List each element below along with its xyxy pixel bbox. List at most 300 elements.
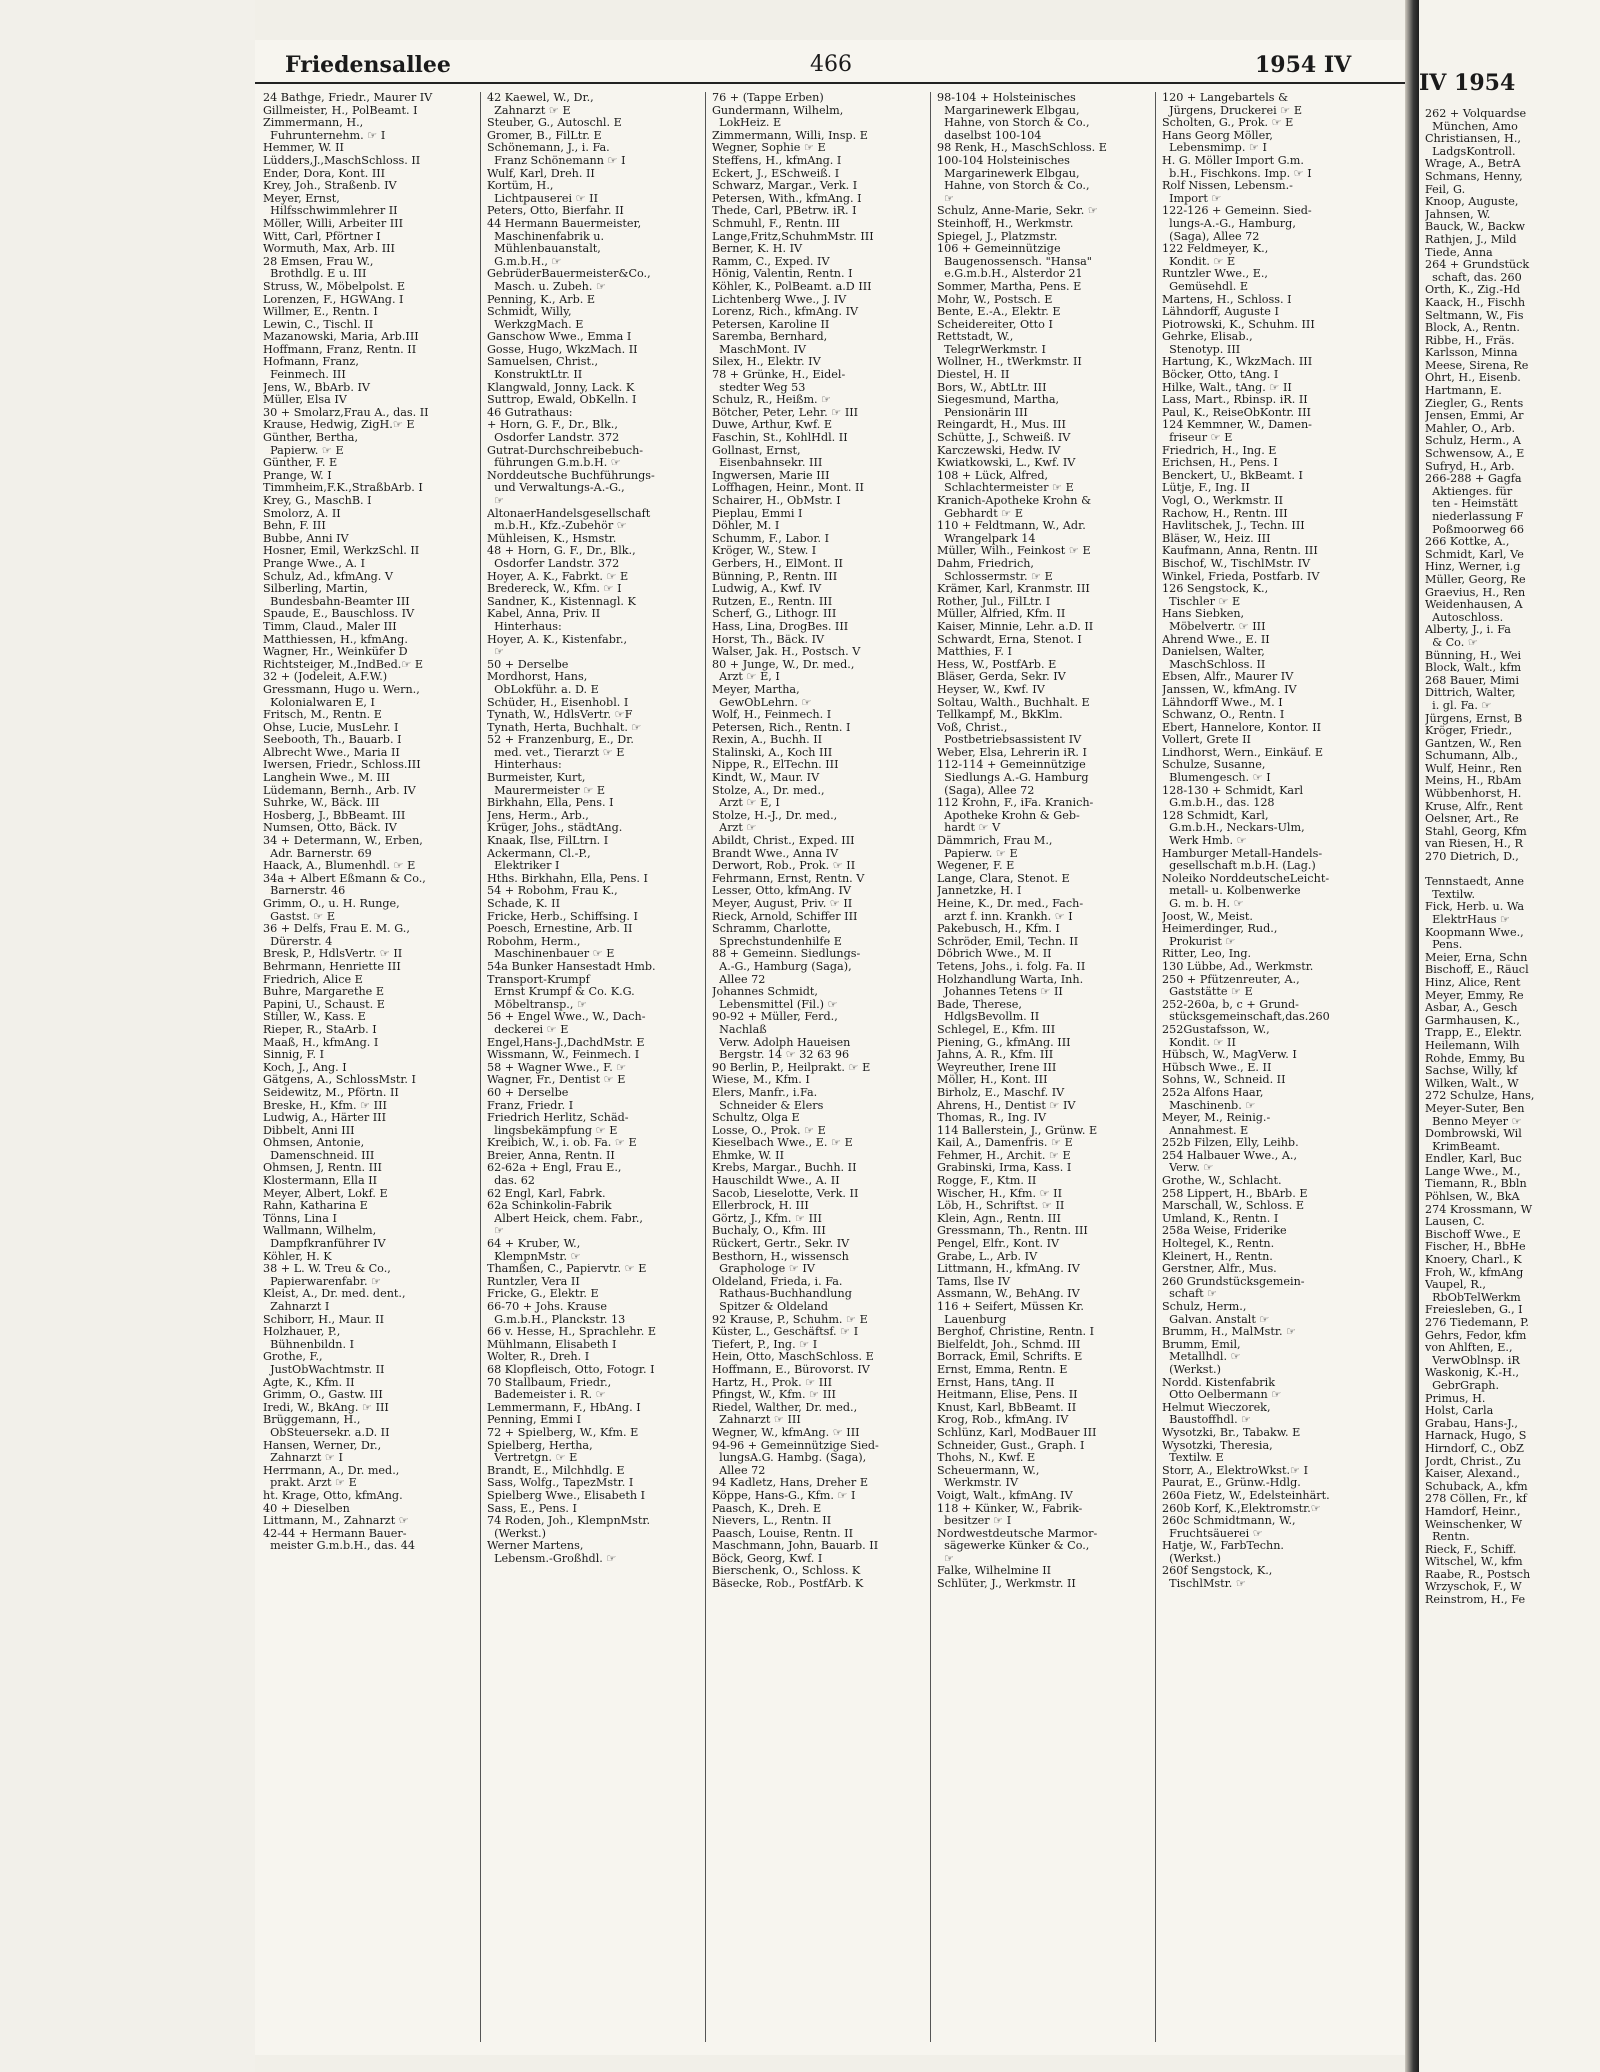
directory-entry-line: metall- u. Kolbenwerke <box>1162 884 1301 898</box>
directory-entry-line: Transport-Krumpf <box>487 972 590 986</box>
directory-entry-line: Fuhrunternehm. ☞ I <box>263 128 386 142</box>
directory-entry-line: Kleinert, H., Rentn. <box>1162 1249 1273 1263</box>
directory-entry-line: Garmhausen, K., <box>1425 1013 1520 1027</box>
directory-entry-line: LadgsKontroll. <box>1425 144 1516 158</box>
directory-entry-line: Tynath, W., HdlsVertr. ☞F <box>487 708 633 722</box>
directory-entry-line: Dämmrich, Frau M., <box>937 834 1053 848</box>
directory-entry-line: Heyser, W., Kwf. IV <box>937 682 1045 696</box>
directory-entry-line: Brüggemann, H., <box>263 1413 361 1427</box>
directory-entry-line: Soltau, Walth., Buchhalt. E <box>937 695 1090 709</box>
directory-entry-line: Grothe, W., Schlacht. <box>1162 1174 1282 1188</box>
directory-entry-line: Penning, Emmi I <box>487 1413 582 1427</box>
directory-entry-line: Rutzen, E., Rentn. III <box>712 594 833 608</box>
directory-entry-line: Galvan. Anstalt ☞ <box>1162 1312 1270 1326</box>
directory-entry-line: Eckert, J., ESchweiß. I <box>712 166 840 180</box>
directory-entry-line: Scholten, G., Prok. ☞ E <box>1162 116 1294 130</box>
directory-entry-line: Pöhlsen, W., BkA <box>1425 1190 1520 1204</box>
directory-entry-line: Zimmermann, Willi, Insp. E <box>712 128 868 142</box>
directory-entry-line: Kruse, Alfr., Rent <box>1425 799 1523 813</box>
directory-entry-line: 62-62a + Engl, Frau E., <box>487 1161 622 1175</box>
directory-entry-line: Werkmstr. IV <box>937 1476 1019 1490</box>
directory-entry-line: Lemmermann, F., HbAng. I <box>487 1400 641 1414</box>
directory-entry-line: 122-126 + Gemeinn. Sied- <box>1162 204 1312 218</box>
directory-entry-line: Krüger, Johs., städtAng. <box>487 821 623 835</box>
directory-entry-line: Ziegler, G., Rents <box>1425 396 1524 410</box>
directory-entry-line: Kondit. ☞ E <box>1162 254 1236 268</box>
directory-entry-line: ☞ <box>937 1551 955 1565</box>
directory-entry-line: gesellschaft m.b.H. (Lag.) <box>1162 859 1316 873</box>
directory-entry-line: Schmuhl, F., Rentn. III <box>712 216 840 230</box>
directory-entry-line: Buchaly, O., Kfm. III <box>712 1224 826 1238</box>
directory-entry-line: Kondit. ☞ II <box>1162 1035 1236 1049</box>
directory-entry-line: 88 + Gemeinn. Siedlungs- <box>712 947 861 961</box>
directory-entry-line: Assmann, W., BehAng. IV <box>937 1287 1080 1301</box>
directory-entry-line: Gosse, Hugo, WkzMach. II <box>487 342 638 356</box>
directory-entry-line: Jensen, Emmi, Ar <box>1425 409 1524 423</box>
directory-entry-line: besitzer ☞ I <box>937 1514 1012 1528</box>
directory-entry-line: Rettstadt, W., <box>937 330 1014 344</box>
directory-entry-line: Bademeister i. R. ☞ <box>487 1388 606 1402</box>
directory-entry-line: 258 Lippert, H., BbArb. E <box>1162 1186 1308 1200</box>
directory-entry-line: Schlossermstr. ☞ E <box>937 569 1053 583</box>
directory-entry-line: G.m.b.H., Neckars-Ulm, <box>1162 821 1305 835</box>
directory-entry-line: Wulf, Karl, Dreh. II <box>487 166 595 180</box>
right-year-header: IV 1954 <box>1419 70 1516 96</box>
directory-entry-line: Fick, Herb. u. Wa <box>1425 900 1525 914</box>
directory-entry-line: Buhre, Margarethe E <box>263 985 385 999</box>
directory-entry-line: Steuber, G., Autoschl. E <box>487 116 622 130</box>
directory-entry-line: Ludwig, A., Härter III <box>263 1111 387 1125</box>
directory-entry-line: Asbar, A., Gesch <box>1425 1001 1518 1015</box>
directory-entry-line: Hahne, von Storch & Co., <box>937 116 1090 130</box>
directory-entry-line: Seidewitz, M., Pförtn. II <box>263 1085 399 1099</box>
directory-entry-line: Ellerbrock, H. III <box>712 1199 809 1213</box>
directory-entry-line: Annahmest. E <box>1162 1123 1249 1137</box>
directory-entry-line: Rathjen, J., Mild <box>1425 232 1517 246</box>
directory-entry-line: Krey, G., MaschB. I <box>263 494 372 507</box>
directory-entry-line: 90 Berlin, P., Heilprakt. ☞ E <box>712 1060 871 1074</box>
directory-entry-line: Wagner, Fr., Dentist ☞ E <box>487 1073 626 1087</box>
directory-entry-line: Noleiko NorddeutscheLeicht- <box>1162 871 1330 885</box>
directory-entry-line: Lebensmittel (Fil.) ☞ <box>712 997 838 1011</box>
directory-entry-line: Döbrich Wwe., M. II <box>937 947 1052 961</box>
directory-entry-line: Berner, K. H. IV <box>712 242 803 256</box>
directory-entry-line: Schumm, F., Labor. I <box>712 531 830 545</box>
directory-entry-line: Janssen, W., kfmAng. IV <box>1162 682 1297 696</box>
directory-entry-line: 98-104 + Holsteinisches <box>937 92 1076 104</box>
directory-entry-line: Weinschenker, W <box>1425 1517 1523 1531</box>
right-column <box>1425 108 1600 2058</box>
directory-entry-line: Abildt, Christ., Exped. III <box>712 834 855 848</box>
directory-entry-line: Tams, Ilse IV <box>937 1274 1011 1288</box>
directory-entry-line: Löb, H., Schriftst. ☞ II <box>937 1199 1065 1213</box>
directory-entry-line: Gundermann, Wilhelm, <box>712 103 844 117</box>
directory-entry-line: Hübsch, W., MagVerw. I <box>1162 1048 1297 1062</box>
directory-entry-line: Papierwarenfabr. ☞ <box>263 1274 382 1288</box>
directory-entry-line: Bente, E.-A., Elektr. E <box>937 305 1061 319</box>
directory-entry-line: Hths. Birkhahn, Ella, Pens. I <box>487 871 648 885</box>
directory-entry-line: Storr, A., ElektroWkst.☞ I <box>1162 1463 1309 1477</box>
directory-entry-line: Nachlaß <box>712 1022 767 1036</box>
directory-entry-line: Dibbelt, Anni III <box>263 1123 355 1137</box>
directory-entry-line: Schmidt, Willy, <box>487 305 572 319</box>
directory-entry-line: Import ☞ <box>1162 191 1222 205</box>
directory-entry-line: Block, A., Rentn. <box>1425 321 1520 335</box>
directory-entry-line: Nordd. Kistenfabrik <box>1162 1375 1275 1389</box>
page-number: 466 <box>810 52 852 77</box>
directory-entry-line: Oelsner, Art., Re <box>1425 812 1519 826</box>
directory-entry-line: Köhler, K., PolBeamt. a.D III <box>712 279 872 293</box>
directory-entry-line: Hoffmann, E., Bürovorst. IV <box>712 1362 870 1376</box>
directory-entry-line: Ritter, Leo, Ing. <box>1162 947 1252 961</box>
directory-entry-line: Bierschenk, O., Schloss. K <box>712 1564 861 1578</box>
directory-entry-line: Breske, H., Kfm. ☞ III <box>263 1098 387 1112</box>
directory-entry-line: Schwardt, Erna, Stenot. I <box>937 632 1082 646</box>
directory-entry-line: Bundesbahn-Beamter III <box>263 594 410 608</box>
directory-entry-line: Damenschneid. III <box>263 1148 375 1162</box>
directory-entry-line: Feinmech. III <box>263 368 346 382</box>
directory-entry-line: KlempnMstr. ☞ <box>487 1249 581 1263</box>
directory-entry-line: Hofmann, Franz, <box>263 355 359 369</box>
directory-entry-line: 118 + Künker, W., Fabrik- <box>937 1501 1083 1515</box>
directory-entry-line: 66-70 + Johs. Krause <box>487 1300 607 1313</box>
directory-entry-line: Duwe, Arthur, Kwf. E <box>712 418 833 432</box>
directory-entry-line: Fritsch, M., Rentn. E <box>263 708 382 722</box>
directory-entry-line: VerwOblnsp. iR <box>1425 1353 1520 1367</box>
directory-entry-line: Kabel, Anna, Priv. II <box>487 607 601 621</box>
directory-entry-line: Mahler, O., Arb. <box>1425 421 1516 435</box>
column-divider <box>480 92 481 2042</box>
directory-entry-line: Besthorn, H., wissensch <box>712 1249 849 1263</box>
directory-entry-line: Lausen, C. <box>1425 1215 1485 1229</box>
directory-entry-line: Möller, H., Kont. III <box>937 1073 1048 1087</box>
directory-entry-line: Albert Heick, chem. Fabr., <box>487 1211 643 1225</box>
directory-entry-line: Karczewski, Hedw. IV <box>937 443 1061 457</box>
directory-entry-line: Knoop, Auguste, <box>1425 195 1519 209</box>
directory-entry-line: 260c Schmidtmann, W., <box>1162 1514 1296 1528</box>
directory-entry-line: lingsbekämpfung ☞ E <box>487 1123 618 1137</box>
directory-entry-line: Vaupel, R., <box>1425 1278 1486 1292</box>
directory-entry-line: Lebensm.-Großhdl. ☞ <box>487 1551 617 1565</box>
directory-entry-line: Paasch, K., Dreh. E <box>712 1501 822 1515</box>
directory-entry-line: Elers, Manfr., i.Fa. <box>712 1085 818 1099</box>
directory-entry-line: Hauschildt Wwe., A. II <box>712 1174 840 1188</box>
directory-entry-line: Norddeutsche Buchführungs- <box>487 468 655 482</box>
directory-entry-line: Krebs, Margar., Buchh. II <box>712 1161 857 1175</box>
left-margin <box>0 0 255 2072</box>
directory-entry-line: + Horn, G. F., Dr., Blk., <box>487 418 618 432</box>
directory-entry-line: Gemüsehdl. E <box>1162 279 1249 293</box>
directory-entry-line: Iwersen, Friedr., Schloss.III <box>263 758 421 772</box>
column-4 <box>937 92 1151 2042</box>
directory-entry-line: hardt ☞ V <box>937 821 1001 835</box>
directory-entry-line: 266 Kottke, A., <box>1425 535 1510 549</box>
book-spine <box>1405 0 1419 2072</box>
directory-entry-line: Maurermeister ☞ E <box>487 783 606 797</box>
directory-entry-line: Maschmann, John, Bauarb. II <box>712 1539 879 1553</box>
directory-entry-line: Hans Georg Möller, <box>1162 128 1273 142</box>
directory-entry-line: Schlegel, E., Kfm. III <box>937 1022 1056 1036</box>
directory-entry-line: Nippe, R., ElTechn. III <box>712 758 839 772</box>
directory-entry-line: Wegner, Sophie ☞ E <box>712 141 826 155</box>
directory-entry-line: Tiefert, P., Ing. ☞ I <box>712 1337 818 1351</box>
directory-entry-line: Ahrens, H., Dentist ☞ IV <box>937 1098 1076 1112</box>
directory-entry-line: 32 + (Jodeleit, A.F.W.) <box>263 670 388 684</box>
directory-entry-line: Kröger, W., Stew. I <box>712 544 817 558</box>
directory-entry-line: Schairer, H., ObMstr. I <box>712 494 841 507</box>
directory-entry-line: Thomas, R., Ing. IV <box>937 1111 1047 1125</box>
directory-entry-line: Grothe, F., <box>263 1350 323 1364</box>
directory-entry-line: Müller, Georg, Re <box>1425 572 1526 586</box>
directory-entry-line: Bischoff, E., Räucl <box>1425 963 1529 977</box>
directory-entry-line: Vogl, O., Werkmstr. II <box>1162 494 1284 507</box>
directory-entry-line: Werk Hmb. ☞ <box>1162 834 1247 848</box>
directory-entry-line: Pens. <box>1425 938 1463 952</box>
directory-entry-line: Lange Wwe., M., <box>1425 1164 1521 1178</box>
directory-entry-line: Meyer, August, Priv. ☞ II <box>712 897 853 910</box>
directory-entry-line: Bergstr. 14 ☞ 32 63 96 <box>712 1048 850 1062</box>
directory-entry-line: Görtz, J., Kfm. ☞ III <box>712 1211 822 1225</box>
directory-entry-line: von Ahlften, E., <box>1425 1341 1513 1355</box>
directory-entry-line: Feil, G. <box>1425 182 1466 196</box>
directory-entry-line: 274 Krossmann, W <box>1425 1202 1533 1216</box>
directory-entry-line: Silberling, Martin, <box>263 582 368 596</box>
directory-entry-line: Joost, W., Meist. <box>1162 909 1253 923</box>
directory-entry-line: München, Amo <box>1425 119 1518 133</box>
directory-entry-line: Timm, Claud., Maler III <box>263 619 397 633</box>
directory-entry-line: Suhrke, W., Bäck. III <box>263 796 380 810</box>
directory-entry-line: Meyer, Emmy, Re <box>1425 988 1524 1002</box>
directory-entry-line: Schmans, Henny, <box>1425 169 1523 183</box>
directory-entry-line: GebrGraph. <box>1425 1378 1500 1392</box>
directory-entry-line: 50 + Derselbe <box>487 657 569 671</box>
directory-entry-line: Marschall, W., Schloss. E <box>1162 1199 1305 1213</box>
directory-entry-line: 126 Sengstock, K., <box>1162 582 1269 596</box>
directory-entry-line: Zahnarzt ☞ I <box>263 1451 343 1465</box>
directory-entry-line: Schulz, Anne-Marie, Sekr. ☞ <box>937 204 1098 218</box>
directory-entry-line: Mühlenbauanstalt, <box>487 242 601 256</box>
directory-entry-line: Hübsch Wwe., E. II <box>1162 1060 1272 1074</box>
column-2 <box>487 92 701 2042</box>
directory-entry-line: Schneider, Gust., Graph. I <box>937 1438 1085 1452</box>
directory-entry-line: Hinz, Werner, i.g <box>1425 560 1521 574</box>
directory-entry-line: Steinhoff, H., Werkmstr. <box>937 216 1074 230</box>
directory-entry-line: Kortüm, H., <box>487 179 554 193</box>
directory-entry-line: Gantzen, W., Ren <box>1425 736 1522 750</box>
directory-entry-line: 268 Bauer, Mimi <box>1425 673 1520 687</box>
directory-entry-line: Hosner, Emil, WerkzSchl. II <box>263 544 420 558</box>
directory-entry-line: 114 Ballerstein, J., Grünw. E <box>937 1123 1098 1137</box>
directory-entry-line: LokHeiz. E <box>712 116 782 130</box>
directory-entry-line: Verw. Adolph Haueisen <box>712 1035 851 1049</box>
directory-entry-line: Robohm, Herm., <box>487 934 581 948</box>
directory-entry-line: 92 Krause, P., Schuhm. ☞ E <box>712 1312 868 1326</box>
directory-entry-line: Matthiessen, H., kfmAng. <box>263 632 408 646</box>
directory-entry-line: Kolonialwaren E, I <box>263 695 375 709</box>
directory-entry-line: Wagner, Hr., Weinküfer D <box>263 645 408 659</box>
directory-entry-line: Weber, Elsa, Lehrerin iR. I <box>937 745 1087 759</box>
directory-entry-line: Sass, Wolfg., TapezMstr. I <box>487 1476 634 1490</box>
directory-entry-line: Maschinenfabrik u. <box>487 229 605 243</box>
directory-entry-line: Siedlungs A.-G. Hamburg <box>937 771 1089 785</box>
directory-entry-line: Rexin, A., Buchh. II <box>712 733 823 747</box>
directory-entry-line: Meins, H., RbAm <box>1425 774 1522 788</box>
directory-entry-line: Mühlmann, Elisabeth I <box>487 1337 617 1351</box>
directory-entry-line: Piotrowski, K., Schuhm. III <box>1162 317 1315 331</box>
directory-entry-line: Stolze, A., Dr. med., <box>712 783 825 797</box>
directory-entry-line: 128-130 + Schmidt, Karl <box>1162 783 1304 797</box>
directory-entry-line: 34a + Albert Eßmann & Co., <box>263 871 426 885</box>
directory-entry-line: Schwarz, Margar., Verk. I <box>712 179 858 193</box>
directory-entry-line: schaft ☞ <box>1162 1287 1218 1301</box>
directory-entry-line: 68 Klopfleisch, Otto, Fotogr. I <box>487 1362 655 1376</box>
directory-entry-line: Zimmermann, H., <box>263 116 364 130</box>
directory-entry-line: Köppe, Hans-G., Kfm. ☞ I <box>712 1488 856 1502</box>
directory-entry-line: Osdorfer Landstr. 372 <box>487 431 620 445</box>
directory-entry-line: Gressmann, Th., Rentn. III <box>937 1224 1088 1238</box>
directory-entry-line: Pengel, Elfr., Kont. IV <box>937 1237 1060 1251</box>
street-header: Friedensallee <box>285 52 451 78</box>
directory-entry-line: Masch. u. Zubeh. ☞ <box>487 279 606 293</box>
directory-entry-line: Schwanz, O., Rentn. I <box>1162 708 1285 722</box>
directory-entry-line: 74 Roden, Joh., KlempnMstr. <box>487 1514 651 1528</box>
directory-entry-line: Lewin, C., Tischl. II <box>263 317 374 331</box>
directory-entry-line: deckerei ☞ E <box>487 1022 569 1036</box>
directory-entry-line: Derwort, Rob., Prok. ☞ II <box>712 859 856 873</box>
directory-entry-line: Timmheim,F.K.,StraßbArb. I <box>263 481 423 495</box>
directory-entry-line: Pakebusch, H., Kfm. I <box>937 922 1060 936</box>
directory-entry-line: Wollner, H., tWerkmstr. II <box>937 355 1082 369</box>
directory-entry-line: Rieck, Arnold, Schiffer III <box>712 909 858 923</box>
directory-entry-line: 42-44 + Hermann Bauer- <box>263 1526 407 1540</box>
directory-entry-line: Rachow, H., Rentn. III <box>1162 506 1288 520</box>
directory-entry-line: Papierw. ☞ E <box>937 846 1018 860</box>
directory-entry-line: b.H., Fischkons. Imp. ☞ I <box>1162 166 1312 180</box>
directory-entry-line: Lüdders,J.,MaschSchloss. II <box>263 153 421 167</box>
directory-entry-line: TischlMstr. ☞ <box>1162 1577 1246 1591</box>
directory-entry-line: Gehrs, Fedor, kfm <box>1425 1328 1527 1342</box>
directory-entry-line: Otto Oelbermann ☞ <box>1162 1388 1282 1402</box>
directory-entry-line: Gastst. ☞ E <box>263 909 336 923</box>
directory-entry-line: i. gl. Fa. ☞ <box>1425 698 1492 712</box>
directory-entry-line: Baustoffhdl. ☞ <box>1162 1413 1252 1427</box>
directory-entry-line: Gebhardt ☞ E <box>937 506 1024 520</box>
directory-entry-line: m.b.H., Kfz.-Zubehör ☞ <box>487 519 627 533</box>
directory-entry-line: Grabau, Hans-J., <box>1425 1416 1518 1430</box>
directory-entry-line: Ebsen, Alfr., Maurer IV <box>1162 670 1294 684</box>
directory-entry-line: Jürgens, Ernst, B <box>1425 711 1523 725</box>
directory-entry-line: Pfingst, W., Kfm. ☞ III <box>712 1388 836 1402</box>
directory-entry-line: Walser, Jak. H., Postsch. V <box>712 645 861 659</box>
directory-entry-line: Lebensmimp. ☞ I <box>1162 141 1267 155</box>
directory-entry-line: ☞ <box>487 645 505 659</box>
column-5 <box>1162 92 1376 2042</box>
directory-entry-line: Hemmer, W. II <box>263 141 344 155</box>
directory-entry-line: Elektriker I <box>487 859 560 873</box>
directory-entry-line: Rathaus-Buchhandlung <box>712 1287 852 1301</box>
directory-entry-line: Scherf, G., Lithogr. III <box>712 607 837 621</box>
directory-entry-line: GebrüderBauermeister&Co., <box>487 267 651 281</box>
directory-entry-line: Klostermann, Ella II <box>263 1174 378 1188</box>
directory-entry-line: Silex, H., Elektr. IV <box>712 355 821 369</box>
directory-entry-line: Meese, Sirena, Re <box>1425 358 1529 372</box>
directory-entry-line: Sachse, Willy, kf <box>1425 1064 1518 1078</box>
directory-entry-line: Holtegel, K., Rentn. <box>1162 1237 1275 1251</box>
directory-entry-line: Froh, W., kfmAng <box>1425 1265 1524 1279</box>
directory-entry-line: Reinstrom, H., Fe <box>1425 1593 1526 1607</box>
directory-entry-line: 78 + Grünke, H., Eidel- <box>712 368 846 382</box>
directory-entry-line: Müller, Wilh., Feinkost ☞ E <box>937 544 1091 558</box>
directory-entry-line: Kieselbach Wwe., E. ☞ E <box>712 1136 853 1150</box>
directory-entry-line: ObLokführ. a. D. E <box>487 682 599 696</box>
directory-entry-line: Schultz, Olga E <box>712 1111 800 1125</box>
column-divider <box>705 92 706 2042</box>
directory-entry-line: Schütte, J., Schweiß. IV <box>937 431 1071 445</box>
directory-entry-line: Willmer, E., Rentn. I <box>263 305 378 319</box>
directory-entry-line: Ender, Dora, Kont. III <box>263 166 386 180</box>
directory-entry-line: Herrmann, A., Dr. med., <box>263 1463 400 1477</box>
directory-entry-line: Heitmann, Elise, Pens. II <box>937 1388 1078 1402</box>
directory-entry-line: Grabinski, Irma, Kass. I <box>937 1161 1072 1175</box>
directory-entry-line: Krey, Joh., Straßenb. IV <box>263 179 397 193</box>
directory-entry-line: Ernst, Emma, Rentn. E <box>937 1362 1068 1376</box>
directory-entry-line: Spielberg Wwe., Elisabeth I <box>487 1488 646 1502</box>
directory-entry-line: Dombrowski, Wil <box>1425 1127 1522 1141</box>
directory-entry-line: Graphologe ☞ IV <box>712 1262 815 1276</box>
directory-entry-line: Langhein Wwe., M. III <box>263 771 390 785</box>
directory-entry-line: Kindt, W., Maur. IV <box>712 771 820 785</box>
directory-entry-line: Ehmke, W. II <box>712 1148 784 1162</box>
directory-entry-line: Hartz, H., Prok. ☞ III <box>712 1375 833 1389</box>
directory-entry-line: Schulz, R., Heißm. ☞ <box>712 393 832 407</box>
directory-entry-line: 276 Tiedemann, P. <box>1425 1316 1529 1329</box>
directory-entry-line: Trapp, E., Elektr. <box>1425 1026 1523 1040</box>
directory-entry-line: Kreibich, W., i. ob. Fa. ☞ E <box>487 1136 637 1150</box>
directory-entry-line: Albrecht Wwe., Maria II <box>263 745 400 759</box>
directory-entry-line: Spiegel, J., Platzmstr. <box>937 229 1058 243</box>
directory-entry-line: 250 + Pfützenreuter, A., <box>1162 972 1300 986</box>
column-1 <box>263 92 477 2042</box>
directory-entry-line: Bors, W., AbtLtr. III <box>937 380 1047 394</box>
directory-entry-line: Peters, Otto, Bierfahr. II <box>487 204 624 218</box>
directory-entry-line: Bubbe, Anni IV <box>263 531 349 545</box>
directory-entry-line: Numsen, Otto, Bäck. IV <box>263 821 397 835</box>
directory-entry-line: (Werkst.) <box>1162 1551 1221 1565</box>
directory-entry-line: JustObWachtmstr. II <box>263 1362 385 1376</box>
directory-entry-line: Postbetriebsassistent IV <box>937 733 1082 747</box>
directory-entry-line: 116 + Seifert, Müssen Kr. <box>937 1300 1084 1313</box>
directory-entry-line: G.m.b.H., das. 128 <box>1162 796 1275 810</box>
directory-entry-line: Bünning, H., Wei <box>1425 648 1522 662</box>
directory-entry-line: Christiansen, H., <box>1425 132 1521 146</box>
directory-entry-line: Schüder, H., Eisenhobl. I <box>487 695 629 709</box>
directory-entry-line: 54a Bunker Hansestadt Hmb. <box>487 959 656 973</box>
directory-entry-line: Paurat, E., Grünw.-Hdlg. <box>1162 1476 1301 1490</box>
directory-entry-line: ElektrHaus ☞ <box>1425 913 1511 926</box>
directory-entry-line: Piening, G., kfmAng. III <box>937 1035 1071 1049</box>
directory-entry-line: Iredi, W., BkAng. ☞ III <box>263 1400 389 1414</box>
directory-entry-line: Sass, E., Pens. I <box>487 1501 577 1515</box>
directory-entry-line: Fehmer, H., Archit. ☞ E <box>937 1148 1071 1162</box>
directory-entry-line: Rother, Jul., FilLtr. I <box>937 594 1051 608</box>
directory-entry-line: Raabe, R., Postsch <box>1425 1567 1531 1581</box>
directory-entry-line: 120 + Langebartels & <box>1162 92 1289 104</box>
directory-entry-line: Bötcher, Peter, Lehr. ☞ III <box>712 405 859 419</box>
directory-entry-line: Wilken, Walt., W <box>1425 1076 1519 1090</box>
directory-entry-line: Tetens, Johs., i. folg. Fa. II <box>937 959 1086 973</box>
directory-entry-line: Primus, H. <box>1425 1391 1486 1405</box>
directory-entry-line: Endler, Karl, Buc <box>1425 1152 1522 1166</box>
